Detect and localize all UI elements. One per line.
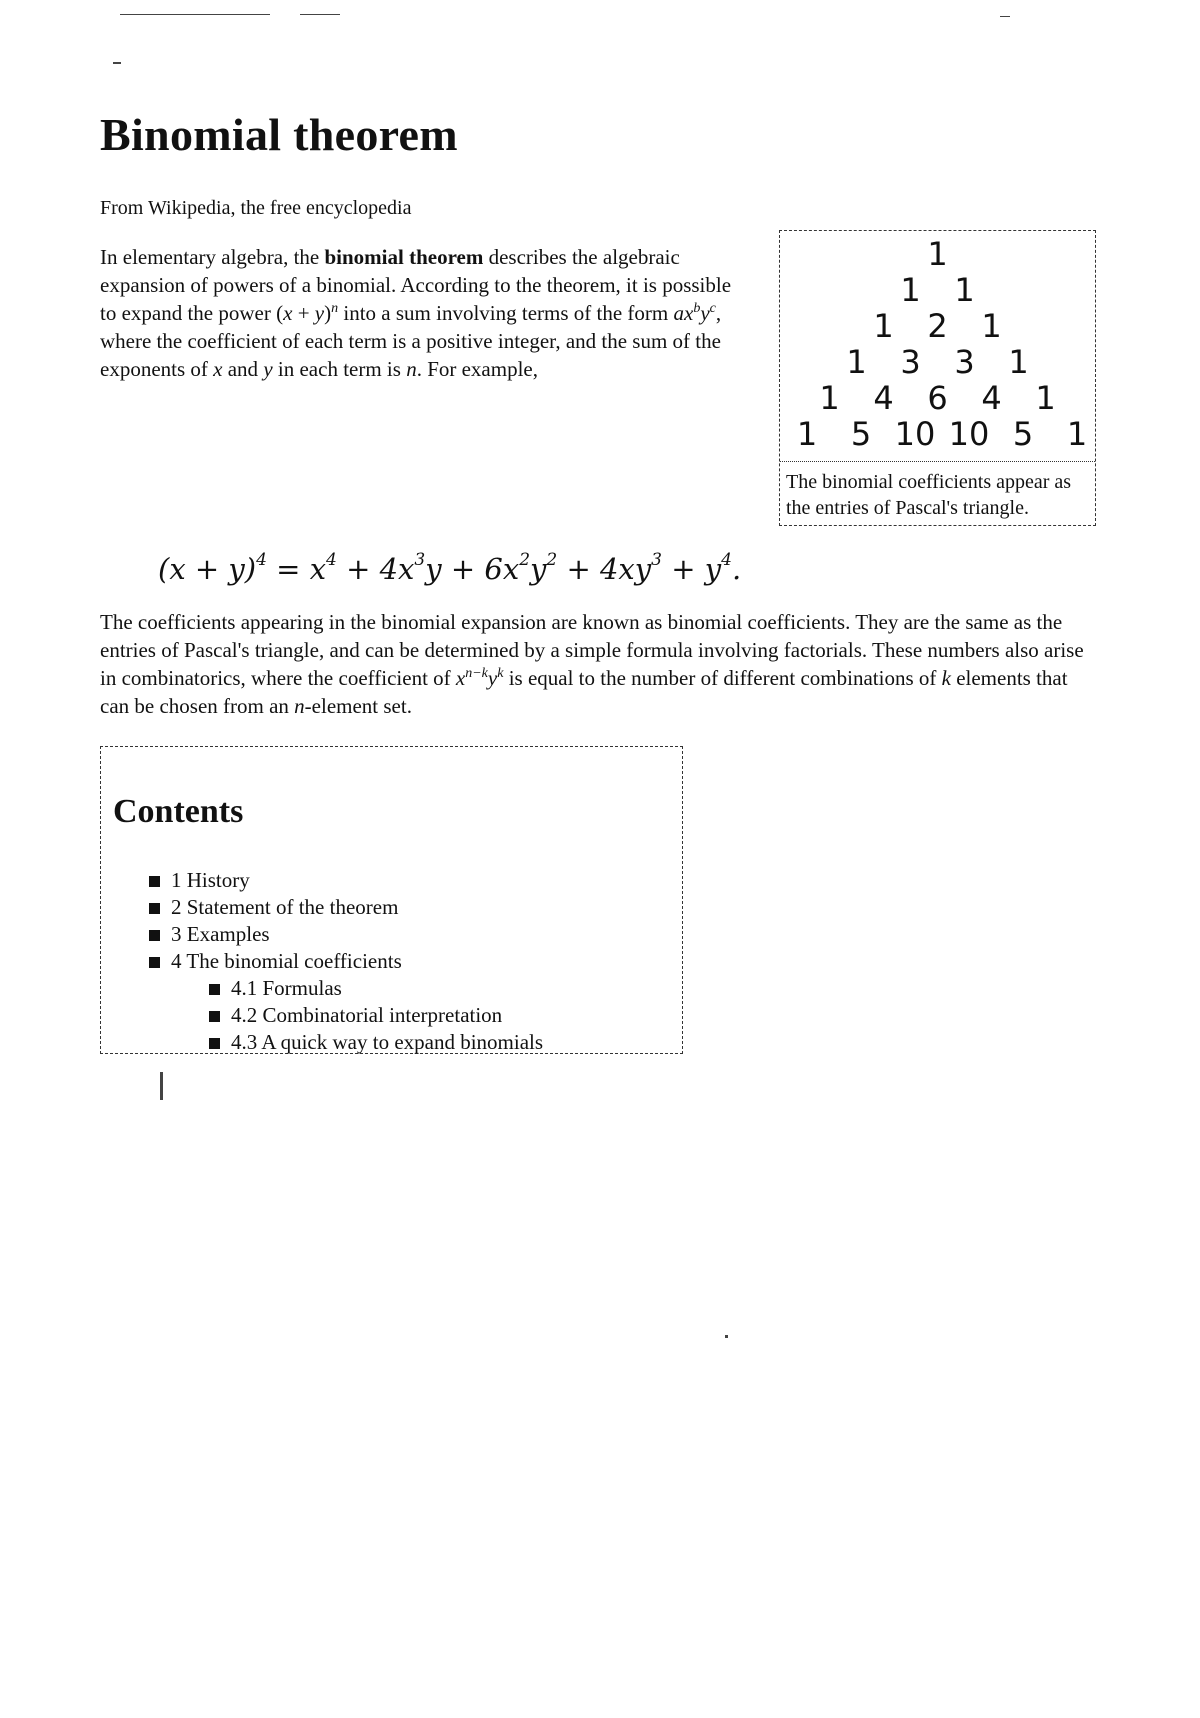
triangle-row: 1 [927,235,948,273]
toc-item-binomial-coefficients[interactable]: 4 The binomial coefficients [149,948,543,975]
toc-item-quick-expand[interactable]: 4.3 A quick way to expand binomials [209,1029,543,1056]
intro-paragraph: In elementary algebra, the binomial theorem describes the algebraic expansion of powers of a binomial. According to the theorem, it is possible to expand the power $(x + y)^n$ into a sum involving terms of the form $ax^by^c$, where the coefficient of each term is a positive integer, and the sum of the exponents of x and y in each term is n. For example, [100,245,732,381]
scan-artifact [160,1072,163,1100]
bold-term: binomial theorem [324,245,484,269]
toc-list [149,867,543,1056]
toc-item-statement[interactable]: 2 Statement of the theorem [149,894,543,921]
scan-artifact [120,14,270,15]
triangle-row: 1 2 1 [873,307,1002,345]
toc-title: Contents [113,793,244,830]
coefficients-paragraph: The coefficients appearing in the binomial expansion are known as binomial coefficients. They are the same as the entries of Pascal's triangle, and can be determined by a simple formula involving factorials. These numbers also arise in combinatorics, where the coefficient of $x^{n-k}y^k$ is equal to the number of different combinations of k elements that can be chosen from an n-element set. [100,610,1084,718]
scan-artifact [725,1335,728,1338]
triangle-row: 1 3 3 1 [846,343,1029,381]
pascal-triangle-figure [779,230,1096,526]
page-title: Binomial theorem [100,109,458,160]
triangle-row: 1 4 6 4 1 [819,379,1056,417]
expansion-formula: $(x + y)^4 = x^4 + 4x^3y + 6x^2y^2 + 4xy^3 + y^4$. [158,550,742,586]
scan-artifact [300,14,340,15]
scan-artifact [113,62,121,64]
triangle-row: 1 1 [900,271,975,309]
toc-item-combinatorial[interactable]: 4.2 Combinatorial interpretation [209,1002,543,1029]
toc-item-history[interactable]: 1 History [149,867,543,894]
figure-divider [780,461,1095,462]
pascal-triangle [780,231,1095,459]
toc-item-examples[interactable]: 3 Examples [149,921,543,948]
toc-item-formulas[interactable]: 4.1 Formulas [209,975,543,1002]
scan-artifact [1000,16,1010,17]
triangle-row: 1 5 10 10 5 1 [796,415,1088,453]
table-of-contents [100,746,683,1054]
figure-caption: The binomial coefficients appear as the entries of Pascal's triangle. [786,471,1072,519]
source-line: From Wikipedia, the free encyclopedia [100,197,412,219]
